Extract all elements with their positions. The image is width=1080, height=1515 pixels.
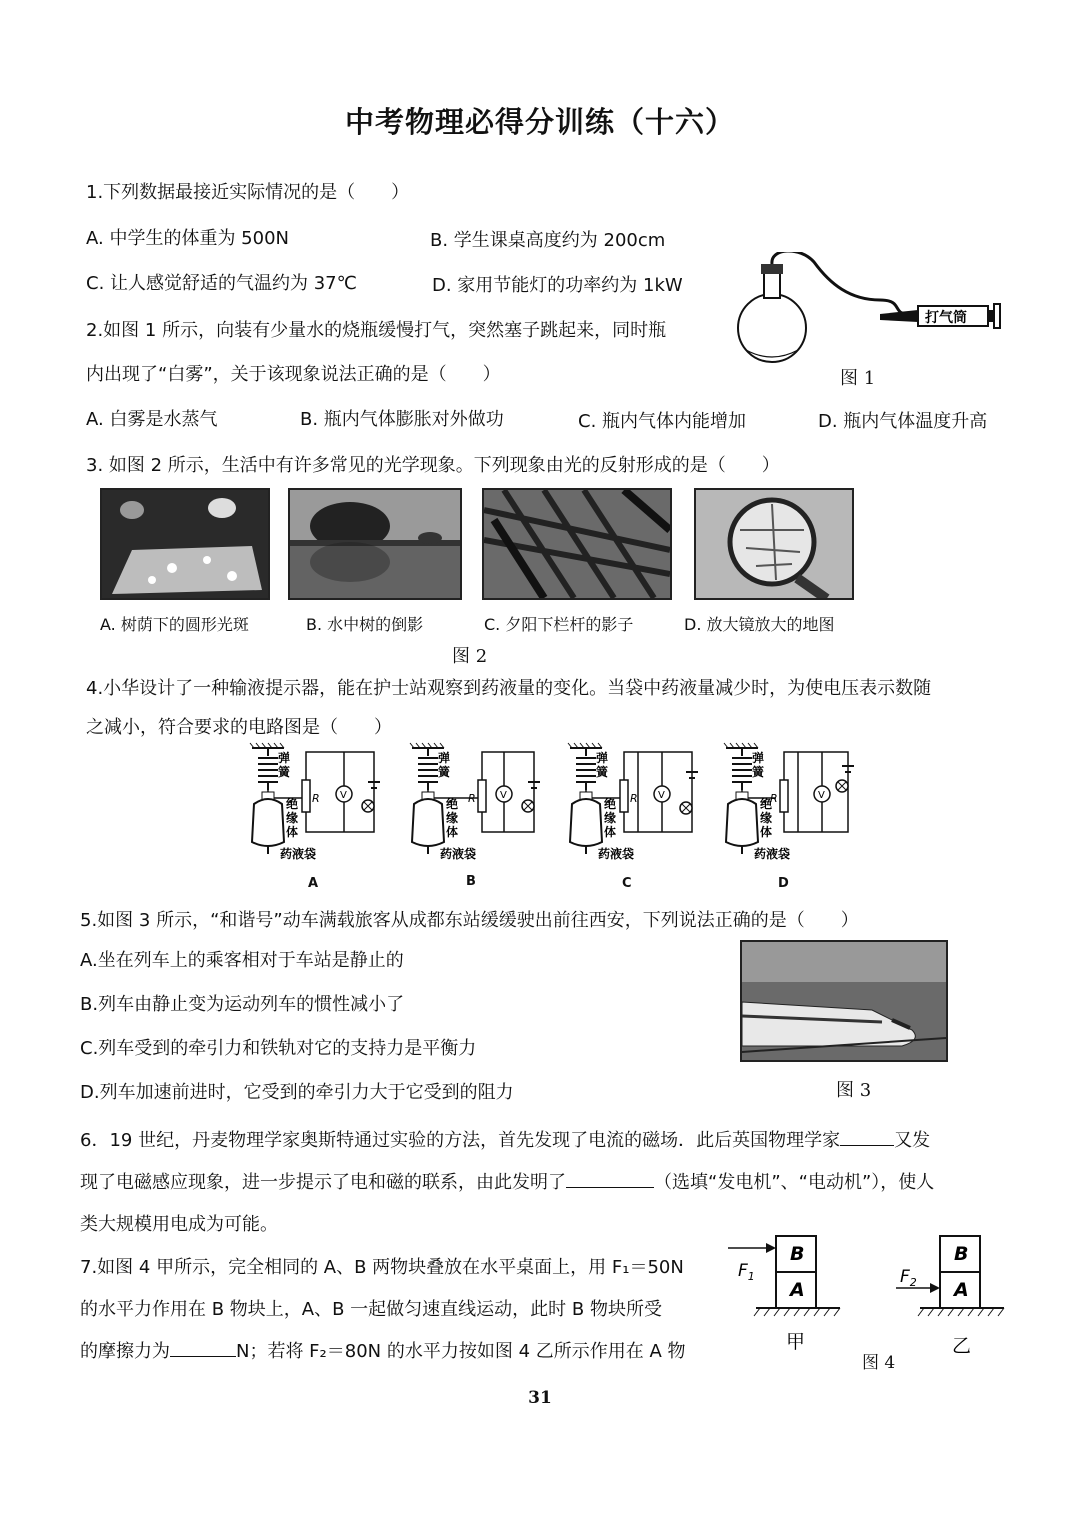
q2-stem-line2: 内出现了“白雾”，关于该现象说法正确的是（ ）	[86, 364, 501, 385]
q4-stem-line2: 之减小，符合要求的电路图是（ ）	[86, 717, 392, 738]
svg-text:缘: 缘	[604, 811, 617, 825]
svg-text:体: 体	[446, 825, 459, 839]
q7-line3-text: 的摩擦力为	[80, 1341, 170, 1362]
photo-high-speed-train	[740, 940, 948, 1062]
q2-option-a: A. 白雾是水蒸气	[86, 409, 218, 430]
svg-text:弹: 弹	[596, 751, 609, 765]
q2-stem-line1: 2.如图 1 所示，向装有少量水的烧瓶缓慢打气，突然塞子跳起来，同时瓶	[86, 320, 667, 341]
svg-text:R: R	[312, 792, 320, 805]
q3-caption-a: A. 树荫下的圆形光斑	[100, 615, 249, 634]
q6-line3: 类大规模用电成为可能。	[80, 1214, 278, 1235]
circuit-a	[244, 742, 384, 892]
svg-text:体: 体	[286, 825, 299, 839]
q3-stem: 3. 如图 2 所示，生活中有许多常见的光学现象。下列现象由光的反射形成的是（ ）	[86, 455, 780, 476]
q2-option-d: D. 瓶内气体温度升高	[818, 411, 988, 432]
svg-text:R: R	[770, 792, 778, 805]
label-jia: 甲	[786, 1331, 806, 1353]
q6-line2	[80, 1168, 934, 1194]
circuit-b-label: B	[466, 874, 476, 889]
q5-option-a: A.坐在列车上的乘客相对于车站是静止的	[80, 950, 404, 971]
q5-stem: 5.如图 3 所示，“和谐号”动车满载旅客从成都东站缓缓驶出前往西安，下列说法正确的是（ ）	[80, 910, 859, 931]
force-f1-label: $F_1$	[738, 1261, 755, 1283]
circuit-d	[718, 742, 858, 892]
q3-caption-c: C. 夕阳下栏杆的影子	[484, 615, 634, 634]
q6-blank-2[interactable]	[566, 1171, 654, 1188]
q5-option-b: B.列车由静止变为运动列车的惯性减小了	[80, 994, 405, 1015]
svg-text:A: A	[790, 1279, 805, 1301]
svg-text:缘: 缘	[446, 811, 459, 825]
force-f2-label: $F_2$	[900, 1267, 917, 1289]
figure-1-label: 图 1	[840, 368, 876, 389]
svg-text:簧: 簧	[278, 765, 291, 779]
svg-text:V: V	[340, 790, 347, 801]
svg-text:弹: 弹	[438, 751, 451, 765]
circuit-c	[562, 742, 702, 892]
photo-shadow-spots	[100, 488, 270, 600]
q1-option-b: B. 学生课桌高度约为 200cm	[430, 230, 666, 251]
svg-text:缘: 缘	[760, 811, 773, 825]
q7-line3-tail: N；若将 F₂＝80N 的水平力按如图 4 乙所示作用在 A 物	[236, 1341, 686, 1362]
svg-text:体: 体	[604, 825, 617, 839]
svg-text:体: 体	[760, 825, 773, 839]
photo-tree-reflection	[288, 488, 462, 600]
q6-blank-1[interactable]	[840, 1129, 894, 1146]
pump-label: 打气筒	[925, 310, 967, 326]
svg-text:B: B	[954, 1243, 969, 1265]
svg-text:B: B	[790, 1243, 805, 1265]
svg-text:簧: 簧	[752, 765, 765, 779]
q1-option-d: D. 家用节能灯的功率约为 1kW	[432, 275, 683, 296]
q3-caption-d: D. 放大镜放大的地图	[684, 615, 835, 634]
figure-2-label: 图 2	[452, 646, 488, 667]
svg-text:簧: 簧	[596, 765, 609, 779]
q2-option-c: C. 瓶内气体内能增加	[578, 411, 747, 432]
circuit-a-label: A	[308, 876, 319, 891]
q7-line1: 7.如图 4 甲所示，完全相同的 A、B 两物块叠放在水平桌面上，用 F₁＝50N	[80, 1257, 684, 1278]
circuit-d-label: D	[778, 876, 789, 891]
svg-text:绝: 绝	[604, 797, 617, 811]
photo-magnifier-map	[694, 488, 854, 600]
figure-4-label: 图 4	[862, 1353, 896, 1373]
q6-line1-tail: 又发	[894, 1130, 931, 1151]
page-number: 31	[528, 1388, 552, 1408]
svg-text:绝: 绝	[760, 797, 773, 811]
q6-line1-text: 6．19 世纪，丹麦物理学家奥斯特通过实验的方法，首先发现了电流的磁场．此后英国物理学家	[80, 1130, 841, 1151]
svg-text:V: V	[658, 790, 665, 801]
q5-option-d: D.列车加速前进时，它受到的牵引力大于它受到的阻力	[80, 1082, 514, 1103]
circuit-b	[404, 742, 544, 892]
svg-text:药液袋: 药液袋	[440, 847, 477, 861]
svg-text:R: R	[468, 792, 476, 805]
q7-blank-1[interactable]	[170, 1340, 236, 1357]
flask-pump-figure	[730, 252, 1020, 372]
q7-line3	[80, 1337, 686, 1363]
svg-text:V: V	[818, 790, 825, 801]
q5-option-c: C.列车受到的牵引力和铁轨对它的支持力是平衡力	[80, 1038, 477, 1059]
svg-text:R: R	[630, 792, 638, 805]
q1-option-c: C. 让人感觉舒适的气温约为 37℃	[86, 273, 357, 294]
q2-option-b: B. 瓶内气体膨胀对外做功	[300, 409, 504, 430]
q4-stem-line1: 4.小华设计了一种输液提示器，能在护士站观察到药液量的变化。当袋中药液量减少时，为使电压表示数随	[86, 678, 932, 699]
label-yi: 乙	[952, 1335, 972, 1357]
q6-line1	[80, 1126, 930, 1152]
q6-line2-tail: （选填“发电机”、“电动机”），使人	[654, 1172, 935, 1193]
circuit-c-label: C	[622, 876, 632, 891]
page-title: 中考物理必得分训练（十六）	[344, 105, 735, 139]
svg-text:绝: 绝	[286, 797, 299, 811]
q7-line2: 的水平力作用在 B 物块上，A、B 一起做匀速直线运动，此时 B 物块所受	[80, 1299, 662, 1320]
q1-stem: 1.下列数据最接近实际情况的是（ ）	[86, 182, 410, 203]
svg-text:A: A	[954, 1279, 969, 1301]
q1-option-a: A. 中学生的体重为 500N	[86, 228, 289, 249]
svg-text:药液袋: 药液袋	[280, 847, 317, 861]
svg-text:弹: 弹	[278, 751, 291, 765]
photo-railing-shadow	[482, 488, 672, 600]
q6-line2-text: 现了电磁感应现象，进一步提示了电和磁的联系，由此发明了	[80, 1172, 566, 1193]
figure-3-label: 图 3	[836, 1080, 872, 1101]
svg-text:V: V	[500, 790, 507, 801]
svg-text:绝: 绝	[446, 797, 459, 811]
svg-text:药液袋: 药液袋	[754, 847, 791, 861]
svg-text:药液袋: 药液袋	[598, 847, 635, 861]
svg-text:缘: 缘	[286, 811, 299, 825]
svg-text:簧: 簧	[438, 765, 451, 779]
svg-text:弹: 弹	[752, 751, 765, 765]
q3-caption-b: B. 水中树的倒影	[306, 615, 424, 634]
